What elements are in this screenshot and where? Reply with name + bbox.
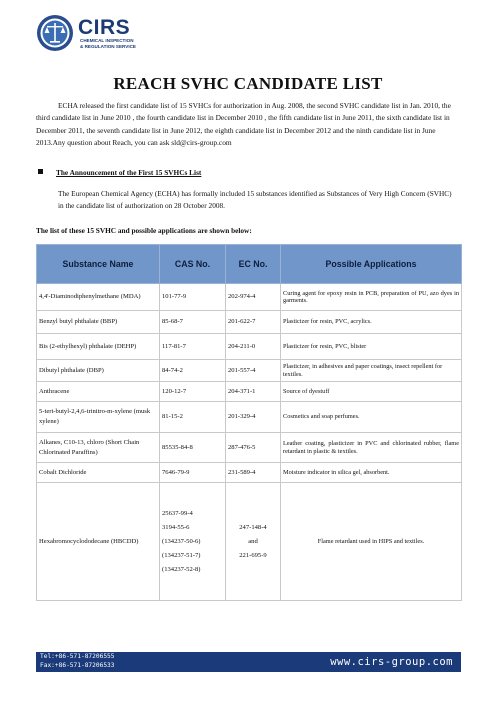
- square-bullet-icon: [38, 169, 43, 174]
- section-heading: The Announcement of the First 15 SVHCs List: [38, 168, 201, 177]
- page-title: REACH SVHC CANDIDATE LIST: [113, 74, 383, 93]
- cas-number: 7646-79-9: [160, 463, 226, 483]
- cas-number: 120-12-7: [160, 382, 226, 402]
- telephone: Tel:+86-571-87206555: [40, 653, 115, 660]
- application: Curing agent for epoxy resin in PCB, preparation of PU, azo dyes in garments.: [281, 284, 462, 311]
- substance-name: Bis (2-ethylhexyl) phthalate (DEHP): [37, 334, 160, 360]
- ec-number: 202-974-4: [226, 284, 281, 311]
- substance-name: Hexabromocyclododecane (HBCDD): [37, 483, 160, 601]
- ec-number: 204-211-0: [226, 334, 281, 360]
- seal-emblem-icon: [36, 14, 74, 52]
- header-possible-applications: Possible Applications: [281, 245, 462, 284]
- application: Cosmetics and soap perfumes.: [281, 402, 462, 433]
- application: Plasticizer for resin, PVC, blister: [281, 334, 462, 360]
- substance-name: 4,4'-Diaminodiphenylmethane (MDA): [37, 284, 160, 311]
- contact-info: [40, 653, 115, 670]
- ec-number: 201-557-4: [226, 360, 281, 382]
- table-row: [37, 311, 462, 334]
- header-substance-name: Substance Name: [37, 245, 160, 284]
- substance-name: Alkanes, C10-13, chloro (Short Chain Chlorinated Paraffins): [37, 433, 160, 463]
- announcement-paragraph: The European Chemical Agency (ECHA) has formally included 15 substances identified as Substances of Very High Concern (SVHC) in the candidate list of authorization on 28 October 2008.: [58, 189, 452, 210]
- application: Plasticizer for resin, PVC, acrylics.: [281, 311, 462, 334]
- ec-number: 231-589-4: [226, 463, 281, 483]
- table-row: [37, 463, 462, 483]
- cirs-logo: [36, 14, 154, 52]
- table-row: [37, 402, 462, 433]
- application: Source of dyestuff: [281, 382, 462, 402]
- cas-number-list: [160, 483, 226, 601]
- ec-number: 204-371-1: [226, 382, 281, 402]
- header-ec-no: EC No.: [226, 245, 281, 284]
- brand-tagline: CHEMICAL INSPECTION & REGULATION SERVICE: [80, 38, 136, 49]
- ec-number: 221-695-9: [239, 551, 267, 559]
- substance-name: 5-tert-butyl-2,4,6-trinitro-m-xylene (musk xylene): [37, 402, 160, 433]
- ec-number-joiner: and: [248, 537, 258, 545]
- cas-number: 101-77-9: [160, 284, 226, 311]
- cas-number: 81-15-2: [160, 402, 226, 433]
- application: Leather coating, plasticizer in PVC and chlorinated rubber, flame retardant in plastic & textiles.: [281, 433, 462, 463]
- ec-number: 287-476-5: [226, 433, 281, 463]
- website-link[interactable]: www.cirs-group.com: [330, 656, 453, 668]
- footer-bar: [36, 652, 461, 672]
- application: Plasticizer, in adhesives and paper coatings, insect repellent for textiles.: [281, 360, 462, 382]
- table-row: [37, 334, 462, 360]
- brand-name: CIRS: [78, 16, 131, 39]
- substance-name: Anthracene: [37, 382, 160, 402]
- svhc-table: [36, 244, 462, 601]
- application: Moisture indicator in silica gel, absorbent.: [281, 463, 462, 483]
- fax: Fax:+86-571-87206533: [40, 661, 115, 669]
- cas-number: (134237-50-6): [162, 537, 201, 545]
- table-row: [37, 433, 462, 463]
- table-row: [37, 382, 462, 402]
- substance-name: Cobalt Dichloride: [37, 463, 160, 483]
- application: Flame retardant used in HIPS and textiles.: [281, 483, 462, 601]
- list-heading: The list of these 15 SVHC and possible applications are shown below:: [36, 226, 252, 235]
- table-row: [37, 483, 462, 601]
- cas-number: 85535-84-8: [160, 433, 226, 463]
- header-cas-no: CAS No.: [160, 245, 226, 284]
- ec-number: 247-148-4: [239, 523, 267, 531]
- substance-name: Benzyl butyl phthalate (BBP): [37, 311, 160, 334]
- ec-number-list: [226, 483, 281, 601]
- table-header-row: [37, 245, 462, 284]
- cas-number: 84-74-2: [160, 360, 226, 382]
- table-row: [37, 360, 462, 382]
- substance-name: Dibutyl phthalate (DBP): [37, 360, 160, 382]
- cas-number: (134237-51-7): [162, 551, 201, 559]
- table-row: [37, 284, 462, 311]
- ec-number: 201-622-7: [226, 311, 281, 334]
- cas-number: 85-68-7: [160, 311, 226, 334]
- ec-number: 201-329-4: [226, 402, 281, 433]
- cas-number: 117-81-7: [160, 334, 226, 360]
- intro-paragraph: ECHA released the first candidate list of 15 SVHCs for authorization in Aug. 2008, the second SVHC candidate list in Jan. 2010, the third candidate list in June 2010 , the fourth candidate list in December 2010 , the fifth candidate list in June 2011, the sixth candidate list in December 2011, the seventh candidate list in June 2012, the eighth candidate list in December 2012 and the ninth candidate list in June 2013.Any question about Reach, you can ask sld@cirs-group.com: [36, 101, 451, 147]
- cas-number: 25637-99-4: [162, 509, 193, 517]
- cas-number: 3194-55-6: [162, 523, 190, 531]
- cas-number: (134237-52-8): [162, 565, 201, 573]
